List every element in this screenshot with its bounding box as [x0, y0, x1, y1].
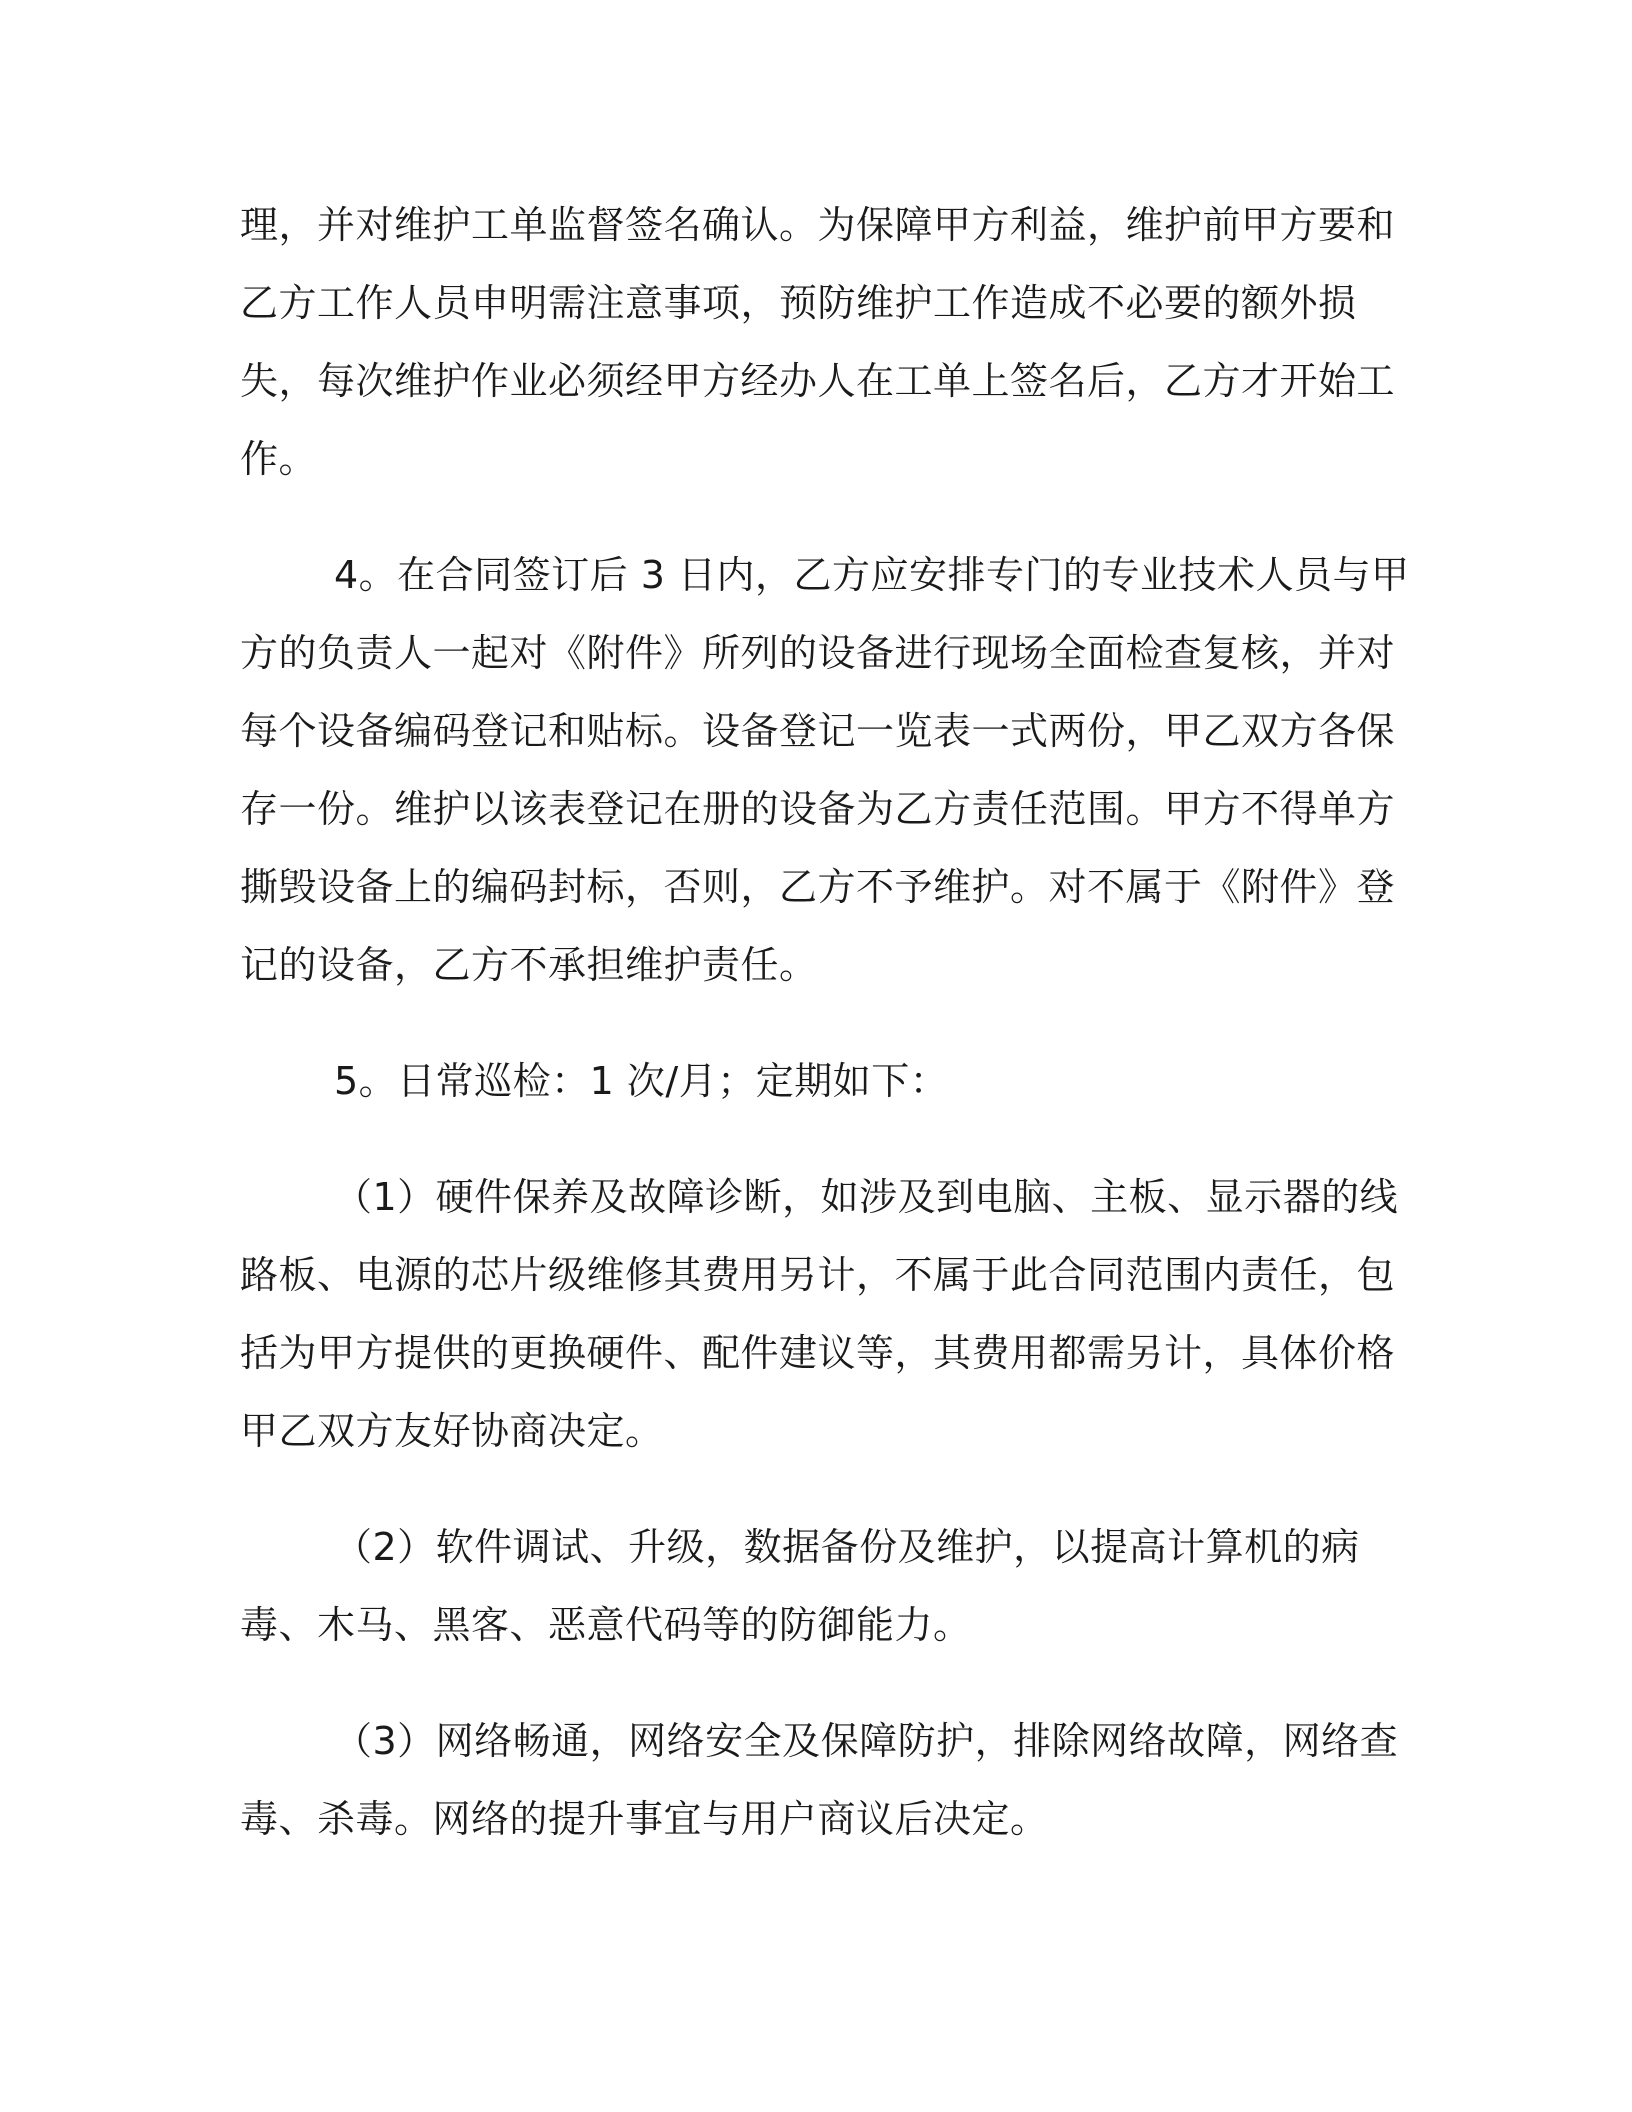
- paragraph-maintenance-signoff: [240, 186, 1396, 498]
- text-line: 毒、杀毒。网络的提升事宜与用户商议后决定。: [240, 1797, 1049, 1841]
- paragraph-spacer: [240, 498, 1360, 536]
- paragraph-clause-4: [240, 536, 1410, 1004]
- text-line: 4。在合同签订后 3 日内，乙方应安排专门的专业技术人员与甲: [334, 553, 1410, 597]
- paragraph-item-1-hardware: [240, 1158, 1399, 1470]
- text-line: 甲乙双方友好协商决定。: [240, 1409, 664, 1453]
- text-line: （1）硬件保养及故障诊断，如涉及到电脑、主板、显示器的线: [334, 1175, 1399, 1219]
- text-line: 每个设备编码登记和贴标。设备登记一览表一式两份，甲乙双方各保: [240, 709, 1396, 753]
- paragraph-spacer: [240, 1470, 1360, 1508]
- text-line: 括为甲方提供的更换硬件、配件建议等，其费用都需另计，具体价格: [240, 1331, 1396, 1375]
- paragraph-spacer: [240, 1664, 1360, 1702]
- text-line: （3）网络畅通，网络安全及保障防护，排除网络故障，网络查: [334, 1719, 1399, 1763]
- text-line: 路板、电源的芯片级维修其费用另计，不属于此合同范围内责任，包: [240, 1253, 1396, 1297]
- text-line: 乙方工作人员申明需注意事项，预防维护工作造成不必要的额外损: [240, 281, 1357, 325]
- text-line: （2）软件调试、升级，数据备份及维护，以提高计算机的病: [334, 1525, 1360, 1569]
- paragraph-item-3-network: [240, 1702, 1399, 1858]
- text-line: 存一份。维护以该表登记在册的设备为乙方责任范围。甲方不得单方: [240, 787, 1396, 831]
- text-line: 方的负责人一起对《附件》所列的设备进行现场全面检查复核，并对: [240, 631, 1396, 675]
- paragraph-spacer: [240, 1004, 1360, 1042]
- document-body: [240, 186, 1410, 1858]
- text-line: 撕毁设备上的编码封标，否则，乙方不予维护。对不属于《附件》登: [240, 865, 1396, 909]
- paragraph-item-2-software: [240, 1508, 1360, 1664]
- paragraph-clause-5: [240, 1042, 1360, 1120]
- text-line: 5。日常巡检：1 次/月；定期如下：: [334, 1059, 949, 1103]
- paragraph-spacer: [240, 1120, 1360, 1158]
- text-line: 毒、木马、黑客、恶意代码等的防御能力。: [240, 1603, 972, 1647]
- text-line: 作。: [240, 437, 318, 481]
- text-line: 失，每次维护作业必须经甲方经办人在工单上签名后，乙方才开始工: [240, 359, 1396, 403]
- text-line: 记的设备，乙方不承担维护责任。: [240, 943, 818, 987]
- text-line: 理，并对维护工单监督签名确认。为保障甲方利益，维护前甲方要和: [240, 203, 1396, 247]
